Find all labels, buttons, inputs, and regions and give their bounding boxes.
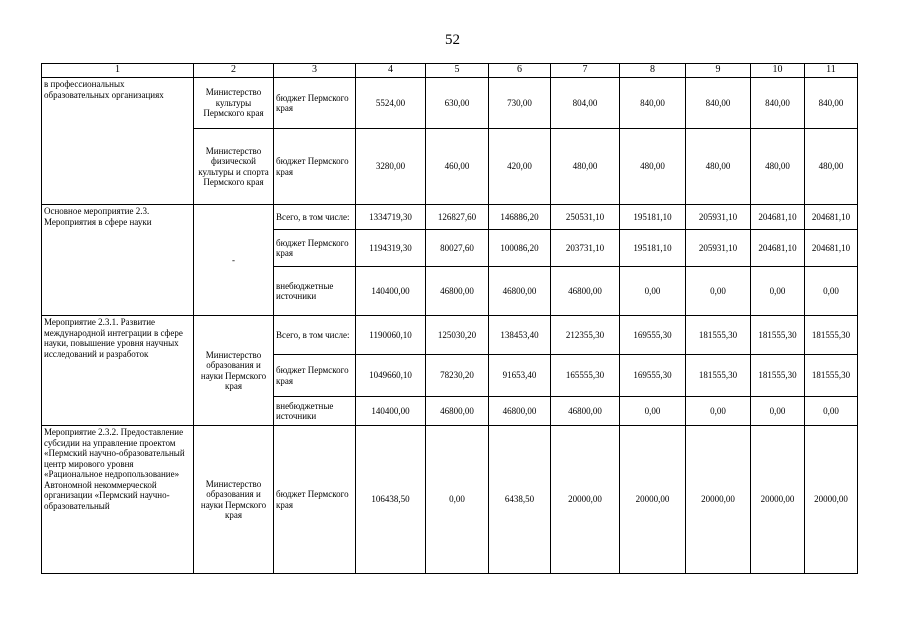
executor: Министерство физической культуры и спорта Пермского края (194, 129, 274, 205)
value-cell: 1049660,10 (356, 355, 426, 397)
value-cell: 181555,30 (805, 355, 858, 397)
value-cell: 46800,00 (551, 397, 620, 426)
value-cell: 125030,20 (426, 316, 489, 355)
value-cell: 106438,50 (356, 426, 426, 574)
value-cell: 0,00 (805, 267, 858, 316)
value-cell: 203731,10 (551, 230, 620, 267)
activity-name: Основное мероприятие 2.3. Мероприятия в сфере науки (42, 205, 194, 316)
value-cell: 730,00 (489, 78, 551, 129)
funding-source: Всего, в том числе: (274, 316, 356, 355)
value-cell: 78230,20 (426, 355, 489, 397)
column-header: 2 (194, 64, 274, 78)
value-cell: 0,00 (751, 267, 805, 316)
value-cell: 840,00 (686, 78, 751, 129)
value-cell: 460,00 (426, 129, 489, 205)
value-cell: 20000,00 (620, 426, 686, 574)
value-cell: 1334719,30 (356, 205, 426, 230)
funding-source: бюджет Пермского края (274, 230, 356, 267)
value-cell: 3280,00 (356, 129, 426, 205)
value-cell: 169555,30 (620, 355, 686, 397)
value-cell: 0,00 (620, 397, 686, 426)
value-cell: 6438,50 (489, 426, 551, 574)
executor: Министерство образования и науки Пермского края (194, 316, 274, 426)
value-cell: 181555,30 (805, 316, 858, 355)
value-cell: 46800,00 (489, 397, 551, 426)
column-header: 8 (620, 64, 686, 78)
value-cell: 1190060,10 (356, 316, 426, 355)
column-header: 4 (356, 64, 426, 78)
funding-source: Всего, в том числе: (274, 205, 356, 230)
funding-source: внебюджетные источники (274, 397, 356, 426)
value-cell: 840,00 (620, 78, 686, 129)
value-cell: 205931,10 (686, 205, 751, 230)
column-header: 3 (274, 64, 356, 78)
budget-table (41, 63, 858, 574)
value-cell: 165555,30 (551, 355, 620, 397)
value-cell: 46800,00 (426, 397, 489, 426)
value-cell: 204681,10 (751, 230, 805, 267)
value-cell: 126827,60 (426, 205, 489, 230)
value-cell: 0,00 (426, 426, 489, 574)
value-cell: 212355,30 (551, 316, 620, 355)
funding-source: бюджет Пермского края (274, 78, 356, 129)
value-cell: 181555,30 (751, 355, 805, 397)
value-cell: 181555,30 (751, 316, 805, 355)
value-cell: 5524,00 (356, 78, 426, 129)
value-cell: 204681,10 (805, 230, 858, 267)
value-cell: 138453,40 (489, 316, 551, 355)
value-cell: 91653,40 (489, 355, 551, 397)
funding-source: бюджет Пермского края (274, 426, 356, 574)
value-cell: 195181,10 (620, 230, 686, 267)
value-cell: 204681,10 (805, 205, 858, 230)
executor: - (194, 205, 274, 316)
value-cell: 1194319,30 (356, 230, 426, 267)
value-cell: 205931,10 (686, 230, 751, 267)
column-header: 1 (42, 64, 194, 78)
value-cell: 20000,00 (551, 426, 620, 574)
value-cell: 181555,30 (686, 316, 751, 355)
column-header: 10 (751, 64, 805, 78)
executor: Министерство образования и науки Пермского края (194, 426, 274, 574)
value-cell: 480,00 (620, 129, 686, 205)
value-cell: 46800,00 (426, 267, 489, 316)
funding-source: бюджет Пермского края (274, 355, 356, 397)
value-cell: 480,00 (551, 129, 620, 205)
value-cell: 420,00 (489, 129, 551, 205)
value-cell: 80027,60 (426, 230, 489, 267)
executor: Министерство культуры Пермского края (194, 78, 274, 129)
activity-name: Мероприятие 2.3.1. Развитие международной интеграции в сфере науки, повышение уровня научных исследований и разработок (42, 316, 194, 426)
column-header: 5 (426, 64, 489, 78)
value-cell: 20000,00 (686, 426, 751, 574)
value-cell: 0,00 (805, 397, 858, 426)
value-cell: 840,00 (751, 78, 805, 129)
value-cell: 20000,00 (805, 426, 858, 574)
value-cell: 140400,00 (356, 397, 426, 426)
value-cell: 480,00 (805, 129, 858, 205)
table-row (42, 205, 858, 230)
value-cell: 250531,10 (551, 205, 620, 230)
value-cell: 480,00 (686, 129, 751, 205)
page-number: 52 (445, 32, 460, 48)
funding-source: бюджет Пермского края (274, 129, 356, 205)
value-cell: 195181,10 (620, 205, 686, 230)
value-cell: 804,00 (551, 78, 620, 129)
value-cell: 46800,00 (489, 267, 551, 316)
value-cell: 100086,20 (489, 230, 551, 267)
activity-name: в профессиональных образовательных организациях (42, 78, 194, 205)
column-header: 6 (489, 64, 551, 78)
value-cell: 169555,30 (620, 316, 686, 355)
value-cell: 0,00 (686, 267, 751, 316)
value-cell: 181555,30 (686, 355, 751, 397)
value-cell: 630,00 (426, 78, 489, 129)
value-cell: 0,00 (620, 267, 686, 316)
value-cell: 204681,10 (751, 205, 805, 230)
value-cell: 146886,20 (489, 205, 551, 230)
value-cell: 46800,00 (551, 267, 620, 316)
value-cell: 0,00 (751, 397, 805, 426)
value-cell: 840,00 (805, 78, 858, 129)
funding-source: внебюджетные источники (274, 267, 356, 316)
header-row (42, 64, 858, 78)
table-row (42, 316, 858, 355)
column-header: 9 (686, 64, 751, 78)
table-row (42, 426, 858, 574)
table-row (42, 78, 858, 129)
value-cell: 20000,00 (751, 426, 805, 574)
value-cell: 480,00 (751, 129, 805, 205)
column-header: 7 (551, 64, 620, 78)
activity-name: Мероприятие 2.3.2. Предоставление субсидии на управление проектом «Пермский научно-образовательный центр мирового уровня «Рациональное недропользование» Автономной некоммерческой организации «Пермский научно-образовательный (42, 426, 194, 574)
column-header: 11 (805, 64, 858, 78)
value-cell: 0,00 (686, 397, 751, 426)
value-cell: 140400,00 (356, 267, 426, 316)
